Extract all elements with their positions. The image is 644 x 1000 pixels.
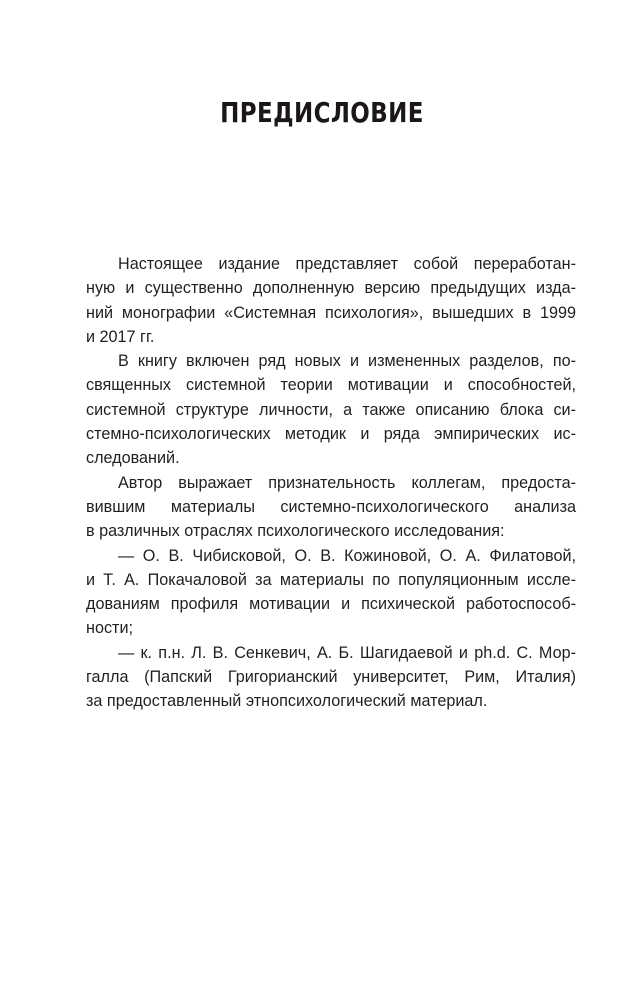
text-line: Автор выражает признательность коллегам, предоста- (118, 473, 576, 492)
text-line: ности; (86, 619, 133, 638)
paragraph-3 (86, 471, 576, 544)
text-line: — О. В. Чибисковой, О. В. Кожиновой, О. А. Филатовой, (118, 546, 576, 565)
text-line: — к. п.н. Л. В. Сенкевич, А. Б. Шагидаевой и ph.d. С. Мор- (118, 643, 576, 662)
paragraph-4 (86, 544, 576, 641)
text-line: дованиям профиля мотивации и психической работоспособ- (86, 595, 576, 614)
paragraph-1 (86, 252, 576, 349)
paragraph-2 (86, 349, 576, 470)
page-title: ПРЕДИСЛОВИЕ (220, 96, 424, 129)
text-line: системной структуре личности, а также описанию блока си- (86, 400, 576, 419)
text-line: Настоящее издание представляет собой переработан- (118, 255, 576, 273)
text-line: в различных отраслях психологического исследования: (86, 522, 505, 541)
text-line: стемно-психологических методик и ряда эмпирических ис- (86, 425, 576, 444)
text-line: и Т. А. Покачаловой за материалы по популяционным иссле- (86, 570, 576, 589)
text-line: вившим материалы системно-психологического анализа (86, 497, 576, 516)
text-line: В книгу включен ряд новых и измененных разделов, по- (118, 352, 576, 371)
text-line: священных системной теории мотивации и способностей, (86, 376, 576, 395)
text-line: и 2017 гг. (86, 327, 155, 346)
text-line: ний монографии «Системная психология», вышедших в 1999 (86, 303, 576, 322)
preface-text (86, 252, 576, 714)
text-line: следований. (86, 449, 180, 468)
text-line: галла (Папский Григорианский университет, Рим, Италия) (86, 668, 576, 687)
paragraph-5 (86, 641, 576, 714)
text-line: за предоставленный этнопсихологический материал. (86, 692, 488, 711)
text-line: ную и существенно дополненную версию предыдущих изда- (86, 279, 576, 298)
